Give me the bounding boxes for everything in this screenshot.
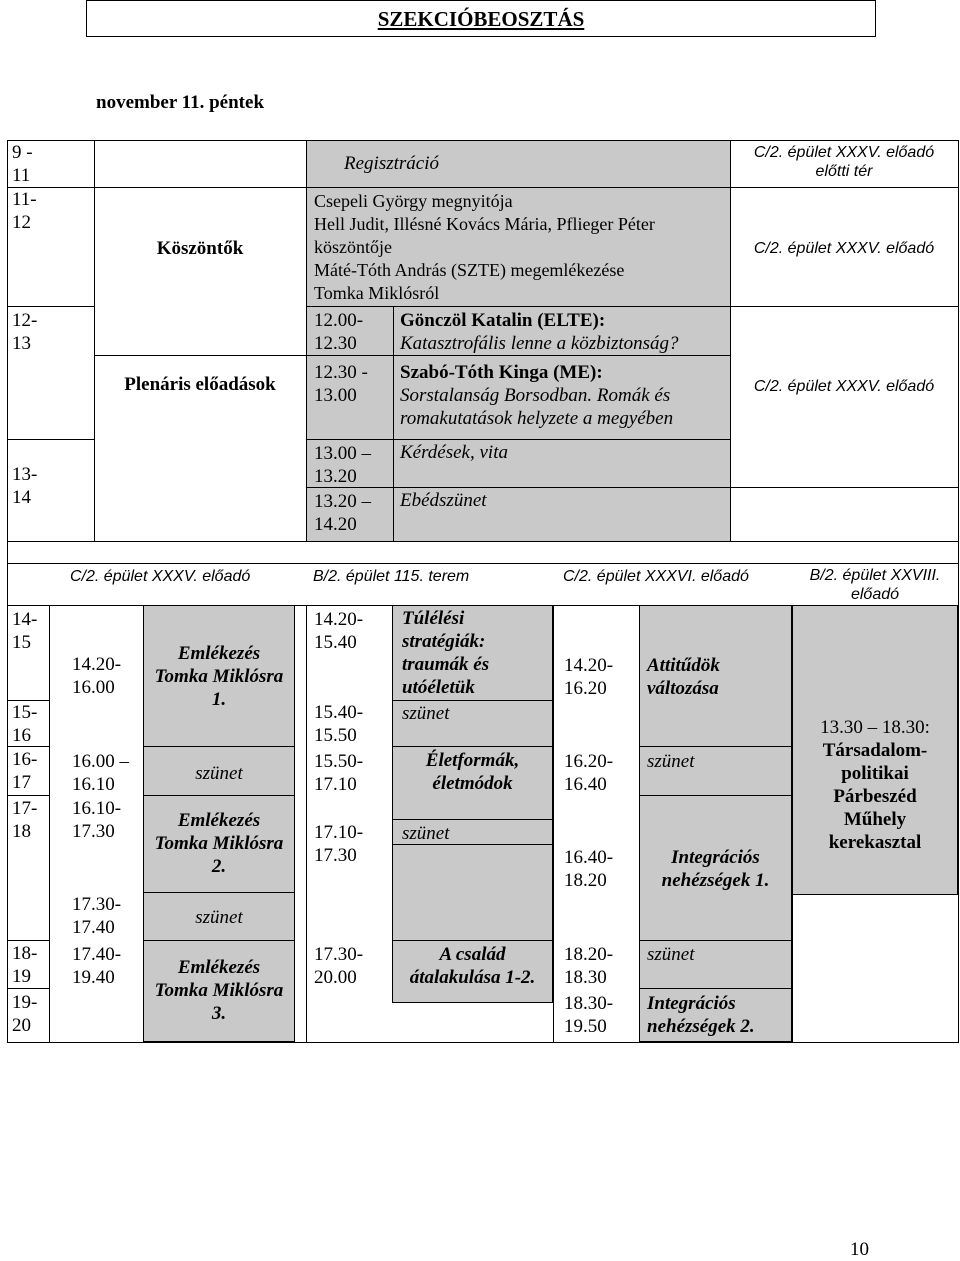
- session-title: Túlélési stratégiák: traumák és utóéletük: [402, 608, 490, 698]
- time-slot: 12- 13: [12, 310, 38, 354]
- page-number: 10: [850, 1239, 869, 1260]
- session-title: Emlékezés Tomka Miklósra 3.: [154, 957, 284, 1024]
- session-title: Emlékezés Tomka Miklósra 2.: [154, 810, 284, 877]
- time-slot: 15- 16: [12, 702, 38, 746]
- session-time: 15.50- 17.10: [314, 751, 364, 795]
- time-slot: 16- 17: [12, 749, 38, 793]
- venue-label: B/2. épület XXVIII. előadó: [809, 567, 941, 603]
- venue-label: C/2. épület XXXV. előadó: [70, 568, 251, 585]
- session-time: 16.10- 17.30: [72, 798, 122, 842]
- session-time: 17.30- 17.40: [72, 894, 122, 938]
- session-time: 17.10- 17.30: [314, 822, 364, 866]
- session-time: 16.40- 18.20: [564, 847, 614, 891]
- plenary-time: 12.00- 12.30: [314, 310, 364, 354]
- time-slot: 18- 19: [12, 943, 38, 987]
- time-slot: 11- 12: [12, 189, 37, 233]
- location: C/2. épület XXXV. előadó előtti tér: [753, 144, 935, 180]
- time-slot: 13- 14: [12, 464, 38, 508]
- break-label: szünet: [195, 763, 243, 784]
- discussion-time: 13.00 – 13.20: [314, 443, 371, 487]
- group-plenary: Plenáris előadások: [124, 374, 276, 395]
- discussion-label: Kérdések, vita: [400, 442, 508, 463]
- venue-label: C/2. épület XXXVI. előadó: [563, 568, 749, 585]
- session-time: 17.30- 20.00: [314, 944, 364, 988]
- break-label: szünet: [647, 751, 695, 772]
- session-title: Attitűdök változása: [647, 655, 720, 699]
- break-label: szünet: [402, 823, 450, 844]
- day-heading: november 11. péntek: [96, 92, 265, 113]
- session-time: 14.20- 15.40: [314, 609, 364, 653]
- session-time: 18.30- 19.50: [564, 993, 614, 1037]
- registration-label: Regisztráció: [344, 153, 439, 174]
- plenary-title: Sorstalanság Borsodban. Romák és romakutatások helyzete a megyében: [400, 385, 674, 429]
- break-label: szünet: [647, 944, 695, 965]
- session-title: Életformák, életmódok: [425, 750, 520, 794]
- plenary-title: Katasztrofális lenne a közbiztonság?: [400, 333, 679, 354]
- time-slot: 17- 18: [12, 798, 38, 842]
- group-greetings: Köszöntők: [156, 238, 244, 259]
- session-time: 17.40- 19.40: [72, 944, 122, 988]
- plenary-speaker: Gönczöl Katalin (ELTE):: [400, 310, 606, 331]
- session-time: 14.20- 16.00: [72, 654, 122, 698]
- session-time: 16.00 – 16.10: [72, 751, 129, 795]
- session-time: 13.30 – 18.30:: [820, 717, 930, 738]
- venue-label: B/2. épület 115. terem: [313, 568, 470, 585]
- session-title: Integrációs nehézségek 1.: [661, 847, 770, 891]
- lunch-time: 13.20 – 14.20: [314, 491, 371, 535]
- break-label: szünet: [402, 703, 450, 724]
- session-title: Integrációs nehézségek 2.: [647, 993, 755, 1037]
- plenary-time: 12.30 - 13.00: [314, 362, 368, 406]
- session-time: 16.20- 16.40: [564, 751, 614, 795]
- session-time: 14.20- 16.20: [564, 655, 614, 699]
- lunch-label: Ebédszünet: [400, 490, 487, 511]
- session-time: 18.20- 18.30: [564, 944, 614, 988]
- opening-text: Csepeli György megnyitója Hell Judit, Illésné Kovács Mária, Pflieger Péter köszöntője Máté-Tóth András (SZTE) megemlékezése Tomka Miklósról: [314, 191, 655, 303]
- page-title: SZEKCIÓBEOSZTÁS: [377, 7, 585, 31]
- time-slot: 14- 15: [12, 609, 38, 653]
- session-time: 15.40- 15.50: [314, 702, 364, 746]
- location: C/2. épület XXXV. előadó: [753, 378, 935, 395]
- page-title-box: [86, 0, 876, 37]
- break-label: szünet: [195, 907, 243, 928]
- session-title: Emlékezés Tomka Miklósra 1.: [154, 643, 284, 710]
- time-slot: 19- 20: [12, 992, 38, 1036]
- session-title: A család átalakulása 1-2.: [409, 944, 536, 988]
- location: C/2. épület XXXV. előadó: [753, 240, 935, 257]
- plenary-speaker: Szabó-Tóth Kinga (ME):: [400, 362, 603, 383]
- time-slot: 9 - 11: [12, 142, 33, 186]
- session-title: Társadalom- politikai Párbeszéd Műhely kerekasztal: [822, 740, 928, 853]
